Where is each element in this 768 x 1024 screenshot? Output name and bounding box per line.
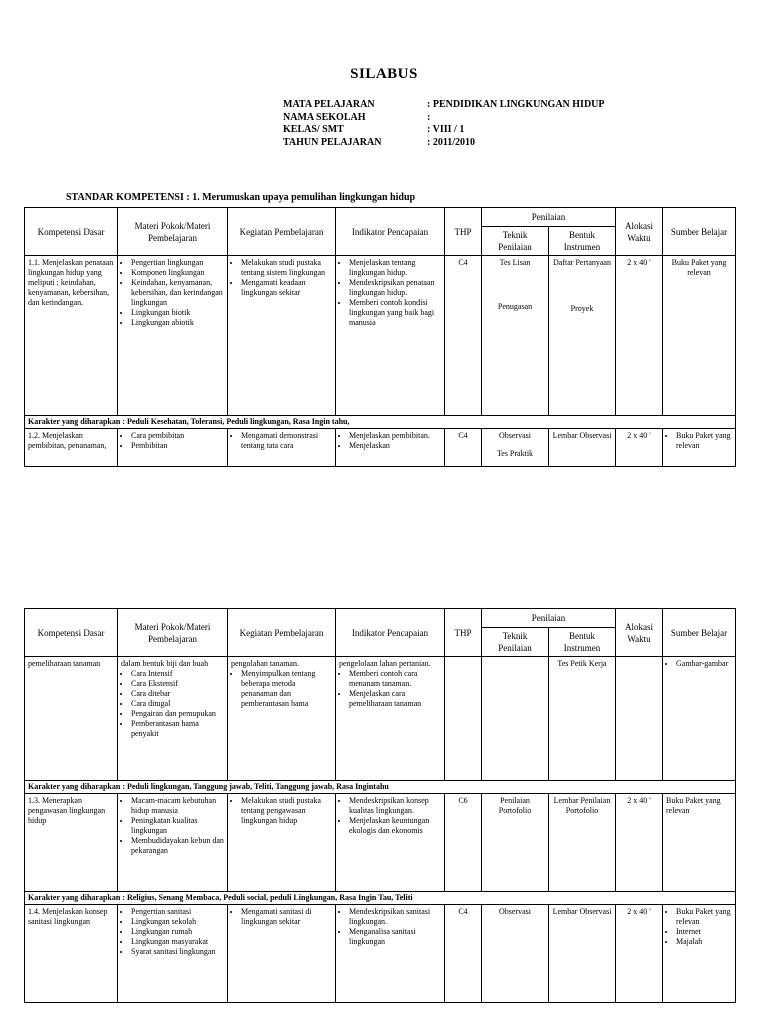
karakter-text: Karakter yang diharapkan : Peduli lingkungan, Tanggung jawab, Teliti, Tanggung jawab, Rasa Ingintahu	[25, 781, 736, 794]
table-row	[25, 429, 736, 467]
sumber-cell: Buku Paket yang relevan	[663, 794, 736, 892]
alokasi-cell	[616, 657, 663, 781]
header-kegiatan: Kegiatan Pembelajaran	[228, 609, 336, 657]
materi-cell	[118, 429, 228, 467]
list-item: • Cara pembibitan	[131, 431, 224, 441]
header-row	[25, 208, 736, 227]
header-materi: Materi Pokok/Materi Pembelajaran	[118, 208, 228, 256]
kegiatan-cell	[228, 429, 336, 467]
meta-row	[283, 112, 605, 125]
teknik-cell: Observasi	[482, 905, 549, 1003]
sumber-cell	[663, 905, 736, 1003]
list-item: • Lingkungan masyarakat	[131, 937, 224, 947]
header-sumber: Sumber Belajar	[663, 208, 736, 256]
meta-key: MATA PELAJARAN	[283, 99, 375, 110]
kegiatan-cell	[228, 905, 336, 1003]
bentuk-cell: Tes Petik Kerja	[549, 657, 616, 781]
header-bentuk: Bentuk Instrumen	[549, 227, 616, 256]
kd-cell: 1.2. Menjelaskan pembibitan, penanaman,	[25, 429, 118, 467]
alokasi-cell: 2 x 40 '	[616, 256, 663, 416]
meta-value: : 2011/2010	[427, 136, 476, 148]
document-title: SILABUS	[350, 66, 418, 82]
header-thp: THP	[445, 609, 482, 657]
list-item: • Lingkungan biotik	[131, 308, 224, 318]
header-teknik: Teknik Penilaian	[482, 227, 549, 256]
standar-kompetensi: STANDAR KOMPETENSI : 1. Merumuskan upaya pemulihan lingkungan hidup	[66, 192, 416, 203]
bentuk-value: Daftar Pertanyaan	[553, 258, 611, 267]
kegiatan-cell	[228, 794, 336, 892]
meta-value: : VIII / 1	[427, 124, 465, 135]
list-item: • Menjelaskan tentang lingkungan hidup.	[349, 258, 441, 278]
list-item: • Macam-macam kebutuhan hidup manusia	[131, 796, 224, 816]
sumber-cell	[663, 429, 736, 467]
table-row	[25, 256, 736, 416]
list-item: • Gambar-gambar	[676, 659, 732, 669]
header-indikator: Indikator Pencapaian	[336, 208, 445, 256]
header-sumber: Sumber Belajar	[663, 609, 736, 657]
list-item: • Menjelaskan keuntungan ekologis dan ekonomis	[349, 816, 441, 836]
header-materi: Materi Pokok/Materi Pembelajaran	[118, 609, 228, 657]
list-item: • Menjelaskan pembibitan.	[349, 431, 441, 441]
alokasi-cell: 2 x 40 '	[616, 905, 663, 1003]
header-kompetensi-dasar: Kompetensi Dasar	[25, 208, 118, 256]
header-row	[25, 609, 736, 628]
indikator-cell	[336, 256, 445, 416]
list-item: • Melakukan studi pustaka tentang sistem lingkungan	[241, 258, 332, 278]
list-item: • Pembibitan	[131, 441, 224, 451]
meta-key: NAMA SEKOLAH	[283, 111, 366, 123]
teknik-value: Penugasan	[497, 302, 533, 311]
teknik-value: Observasi	[499, 431, 531, 440]
list-item: • Menganalisa sanitasi lingkungan	[349, 927, 441, 947]
bentuk-value: Proyek	[570, 304, 594, 313]
meta-row	[283, 137, 605, 150]
bentuk-cell: Lembar Observasi	[549, 905, 616, 1003]
thp-cell: C4	[445, 905, 482, 1003]
header-kegiatan: Kegiatan Pembelajaran	[228, 208, 336, 256]
kegiatan-lead: pengolahan tanaman.	[231, 659, 299, 668]
meta-row	[283, 124, 605, 137]
list-item: • Menyimpulkan tentang beberapa metoda penanaman dan pemberantasan hama	[241, 669, 332, 709]
list-item: • Mendeskripsikan penataan lingkungan hidup.	[349, 278, 441, 298]
kegiatan-cell	[228, 256, 336, 416]
list-item: • Lingkungan sekolah	[131, 917, 224, 927]
header-alokasi: Alokasi Waktu	[616, 208, 663, 256]
indikator-lead: pengelolaan lahan pertanian.	[339, 659, 431, 668]
header-indikator: Indikator Pencapaian	[336, 609, 445, 657]
meta-value: :	[427, 111, 431, 123]
header-thp: THP	[445, 208, 482, 256]
list-item: • Mengamati sanitasi di lingkungan sekitar	[241, 907, 332, 927]
indikator-cell	[336, 905, 445, 1003]
list-item: • Mendeskripsikan sanitasi lingkungan.	[349, 907, 441, 927]
header-penilaian: Penilaian	[482, 609, 616, 628]
list-item: • Memberi contoh kondisi lingkungan yang baik bagi manusia	[349, 298, 441, 328]
list-item: • Peningkatan kualitas lingkungan	[131, 816, 224, 836]
list-item: • Pemberantasan hama penyakit	[131, 719, 224, 739]
list-item: • Buku Paket yang relevan	[676, 431, 732, 451]
list-item: • Cara ditugal	[131, 699, 224, 709]
indikator-cell	[336, 429, 445, 467]
kd-cell: pemeliharaan tanaman	[25, 657, 118, 781]
list-item: • Melakukan studi pustaka tentang pengawasan lingkungan hidup	[241, 796, 332, 826]
meta-key: KELAS/ SMT	[283, 124, 344, 135]
list-item: • Internet	[676, 927, 732, 937]
sumber-cell	[663, 657, 736, 781]
materi-lead: dalam bentuk biji dan buah	[121, 659, 209, 668]
syllabus-table-2	[24, 608, 736, 1003]
list-item: • Membudidayakan kebun dan pekarangan	[131, 836, 224, 856]
kd-cell: 1.4. Menjelaskan konsep sanitasi lingkungan	[25, 905, 118, 1003]
thp-cell	[445, 657, 482, 781]
list-item: • Lingkungan abiotik	[131, 318, 224, 328]
list-item: • Komponen lingkungan	[131, 268, 224, 278]
list-item: • Pengairan dan pemupukan	[131, 709, 224, 719]
list-item: • Mengamati demonstrasi tentang tata cara	[241, 431, 332, 451]
karakter-text: Karakter yang diharapkan : Religius, Senang Membaca, Peduli social, peduli Lingkungan, Rasa Ingin Tau, Teliti	[25, 892, 736, 905]
list-item: • Menjelaskan cara pemeliharaan tanaman	[349, 689, 441, 709]
meta-row	[283, 99, 605, 112]
list-item: • Cara Ekstensif	[131, 679, 224, 689]
document-meta	[283, 99, 605, 149]
indikator-cell	[336, 794, 445, 892]
karakter-row	[25, 416, 736, 429]
table-row	[25, 657, 736, 781]
header-penilaian: Penilaian	[482, 208, 616, 227]
list-item: • Memberi contoh cara menanam tanaman.	[349, 669, 441, 689]
thp-cell: C4	[445, 256, 482, 416]
materi-cell	[118, 657, 228, 781]
teknik-cell: Penilaian Portofolio	[482, 794, 549, 892]
alokasi-cell: 2 x 40 '	[616, 794, 663, 892]
meta-key: TAHUN PELAJARAN	[283, 136, 382, 148]
alokasi-cell: 2 x 40 '	[616, 429, 663, 467]
kegiatan-cell	[228, 657, 336, 781]
list-item: • Syarat sanitasi lingkungan	[131, 947, 224, 957]
karakter-text: Karakter yang diharapkan : Peduli Kesehatan, Toleransi, Peduli lingkungan, Rasa Ingin tahu,	[25, 416, 736, 429]
header-teknik: Teknik Penilaian	[482, 628, 549, 657]
header-alokasi: Alokasi Waktu	[616, 609, 663, 657]
list-item: • Menjelaskan	[349, 441, 441, 451]
list-item: • Mendeskripsikan konsep kualitas lingkungan.	[349, 796, 441, 816]
list-item: • Majalah	[676, 937, 732, 947]
list-item: • Pengertian lingkungan	[131, 258, 224, 268]
list-item: • Pengertian sanitasi	[131, 907, 224, 917]
materi-cell	[118, 905, 228, 1003]
thp-cell: C4	[445, 429, 482, 467]
indikator-cell	[336, 657, 445, 781]
karakter-row	[25, 892, 736, 905]
materi-cell	[118, 256, 228, 416]
thp-cell: C6	[445, 794, 482, 892]
list-item: • Cara Intensif	[131, 669, 224, 679]
bentuk-cell: Lembar Penilaian Portofolio	[549, 794, 616, 892]
materi-cell	[118, 794, 228, 892]
bentuk-cell: Lembar Observasi	[549, 429, 616, 467]
list-item: • Buku Paket yang relevan	[676, 907, 732, 927]
list-item: • Keindahan, kenyamanan, kebersihan, dan kerindangan lingkungan	[131, 278, 224, 308]
table-row	[25, 794, 736, 892]
kd-cell: 1.1. Menjelaskan penataan lingkungan hidup yang meliputi ; keindahan, kenyamanan, kebersihan, dan kerindangan.	[25, 256, 118, 416]
table-row	[25, 905, 736, 1003]
list-item: • Mengamati keadaan lingkungan sekitar	[241, 278, 332, 298]
sumber-cell: Buku Paket yang relevan	[663, 256, 736, 416]
teknik-value: Tes Praktik	[496, 449, 534, 458]
header-bentuk: Bentuk Instrumen	[549, 628, 616, 657]
bentuk-cell	[549, 256, 616, 416]
list-item: • Lingkungan rumah	[131, 927, 224, 937]
karakter-row	[25, 781, 736, 794]
teknik-cell	[482, 657, 549, 781]
teknik-value: Tes Lisan	[499, 258, 531, 267]
list-item: • Cara ditebar	[131, 689, 224, 699]
syllabus-table-1	[24, 207, 736, 467]
meta-value: : PENDIDIKAN LINGKUNGAN HIDUP	[427, 99, 605, 110]
header-kompetensi-dasar: Kompetensi Dasar	[25, 609, 118, 657]
teknik-cell	[482, 429, 549, 467]
teknik-cell	[482, 256, 549, 416]
kd-cell: 1.3. Menerapkan pengawasan lingkungan hidup	[25, 794, 118, 892]
